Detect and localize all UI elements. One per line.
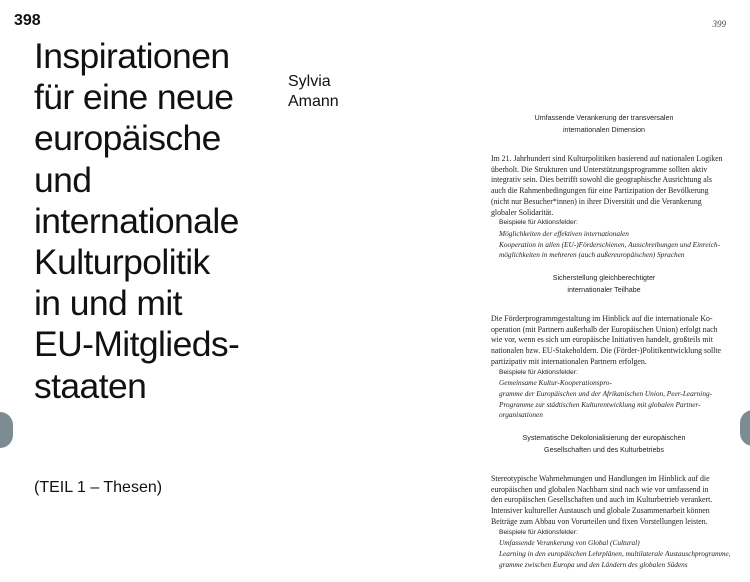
- examples-label: Beispiele für Aktionsfelder:: [499, 368, 578, 376]
- example-line: gramme zwischen Europa und den Ländern des globalen Südens: [499, 559, 688, 569]
- thesis-section: [491, 113, 723, 261]
- body-line: überholt. Die Strukturen und Unterstützungsprogramme sollten aktiv: [491, 164, 708, 174]
- example-text: Umfassende Verankerung von Global (Cultural): [499, 538, 640, 548]
- section-heading-line: Umfassende Verankerung der transversalen: [534, 114, 674, 122]
- title-line: staaten: [34, 365, 147, 406]
- example-line: Learning in den europäischen Lehrplänen, multilaterale Austauschprogramme,: [499, 548, 731, 558]
- title-line: EU-Mitglieds-: [34, 324, 240, 365]
- thesis-section: [491, 433, 731, 570]
- body-line: wie vor, wenn es sich um europäische Initiativen handelt, großteils mit: [491, 335, 713, 345]
- body-line: partizipativ mit internationalen Partnern erfolgen.: [491, 356, 647, 366]
- section-heading-line: Systematische Dekolonialisierung der europäischen: [522, 434, 686, 443]
- section-heading-line: Gesellschaften und des Kulturbetriebs: [544, 445, 664, 454]
- body-line: Intensiver kultureller Austausch und globale Zusammenarbeit können: [491, 506, 710, 516]
- title-line: Inspirationen: [34, 36, 230, 76]
- body-line: den europäischen Gesellschaften und auch im Kulturbetrieb verankert.: [491, 495, 713, 505]
- title-line: internationale: [34, 200, 239, 241]
- article-subtitle: (TEIL 1 – Thesen): [34, 479, 163, 496]
- title-line: europäische: [34, 118, 221, 159]
- example-line: gramme der Europäischen und der Afrikanischen Union, Peer-Learning-: [499, 388, 713, 398]
- section-body: [491, 474, 717, 528]
- example-first-line: [499, 528, 717, 549]
- author-name: [288, 72, 339, 112]
- body-line: integrativ sein. Dies betrifft sowohl die geographische Ausrichtung als: [491, 175, 712, 185]
- example-line: Kooperation in allen (EU-)Förderschienen, Ausschreibungen und Einreich-: [499, 239, 720, 249]
- body-line: Die Förderprogrammgestaltung im Hinblick auf die internationale Ko-: [491, 314, 713, 324]
- body-line: globaler Solidarität.: [491, 207, 554, 217]
- section-examples: [491, 218, 720, 261]
- example-first-line: [499, 218, 717, 239]
- theses-column: [491, 113, 731, 582]
- example-line: Programme zur städtischen Kulturentwicklung mit globalen Partner-: [499, 399, 701, 409]
- title-line: und: [34, 159, 92, 200]
- section-examples: [491, 528, 731, 571]
- section-heading-line: internationalen Dimension: [562, 125, 646, 134]
- article-title: [34, 36, 284, 407]
- body-line: Beiträge zum Abbau von Vorurteilen und fixen Vorstellungen leisten.: [491, 516, 708, 526]
- example-first-line: [499, 368, 717, 389]
- author-first-name: Sylvia: [288, 73, 331, 90]
- next-page-tab[interactable]: [740, 410, 750, 446]
- examples-label: Beispiele für Aktionsfelder:: [499, 219, 578, 227]
- title-line: für eine neue: [34, 77, 234, 118]
- author-last-name: Amann: [288, 93, 339, 110]
- example-line: organisationen: [499, 410, 543, 420]
- body-line: operation (mit Partnern außerhalb der Europäischen Union) erfolgt nach: [491, 324, 718, 334]
- example-text: Gemeinsame Kultur-Kooperationspro-: [499, 378, 612, 388]
- section-heading-line: Sicherstellung gleichberechtigter: [552, 274, 656, 283]
- previous-page-tab[interactable]: [0, 412, 13, 448]
- body-line: Im 21. Jahrhundert sind Kulturpolitiken basierend auf nationalen Logiken: [491, 154, 723, 163]
- thesis-section: [491, 273, 722, 421]
- page-number-right: 399: [712, 19, 726, 29]
- section-examples: [491, 368, 717, 422]
- section-body: [491, 154, 723, 218]
- section-heading-line: internationaler Teilhabe: [567, 285, 641, 294]
- example-line: möglichkeiten in mehreren (auch außereuropäischen) Sprachen: [499, 250, 685, 260]
- section-body: [491, 314, 722, 368]
- section-heading: [491, 273, 717, 296]
- body-line: Stereotypische Wahrnehmungen und Handlungen im Hinblick auf die: [491, 474, 710, 484]
- section-heading: [491, 433, 717, 456]
- title-line: Kulturpolitik: [34, 242, 210, 283]
- section-heading: [491, 113, 717, 136]
- examples-label: Beispiele für Aktionsfelder:: [499, 528, 578, 536]
- title-line: in und mit: [34, 283, 182, 324]
- example-text: Möglichkeiten der effektiven internationalen: [499, 228, 629, 238]
- body-line: nationalen bzw. EU-Stakeholdern. Die (Förder-)Politikentwicklung sollte: [491, 346, 722, 356]
- body-line: europäischen und globalen Nachbarn sind nach wie vor umfassend in: [491, 484, 709, 494]
- body-line: (nicht nur Besucher*innen) in ihrer Diversität und die Verankerung: [491, 196, 702, 206]
- page-number-left: 398: [14, 12, 41, 29]
- body-line: auch die Rahmenbedingungen für eine Partizipation der Bevölkerung: [491, 186, 709, 196]
